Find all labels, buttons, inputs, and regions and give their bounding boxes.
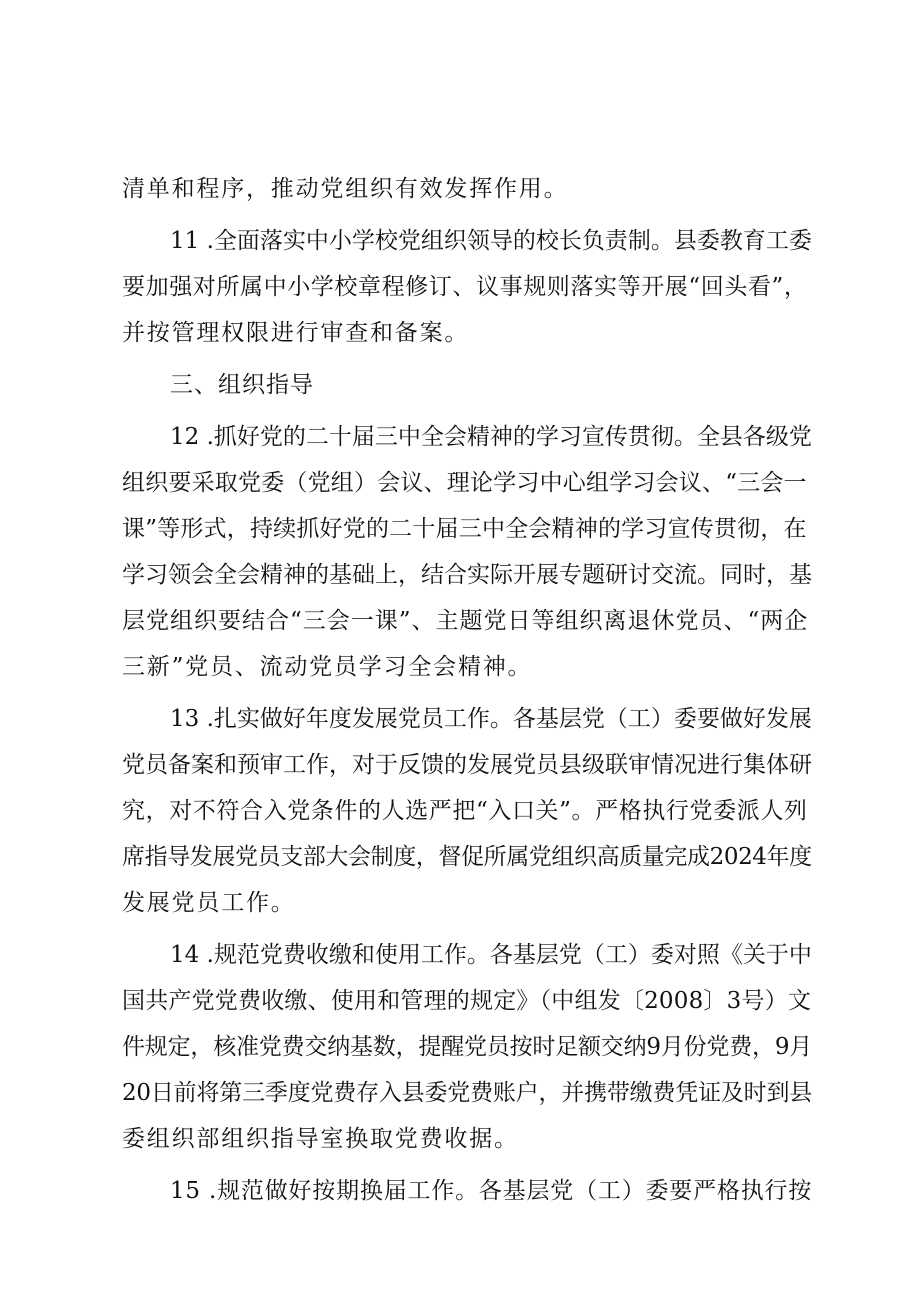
text-line: 课”等形式，持续抓好党的二十届三中全会精神的学习宣传贯彻，在 — [122, 516, 807, 542]
text-line: 国共产党党费收缴、使用和管理的规定》（中组发〔2008〕3号）文 — [122, 988, 812, 1014]
text-line: 14 .规范党费收缴和使用工作。各基层党（工）委对照《关于中 — [170, 942, 812, 968]
text-line: 党员备案和预审工作，对于反馈的发展党员县级联审情况进行集体研 — [122, 752, 812, 778]
section-heading: 三、组织指导 — [170, 372, 314, 398]
text-line: 件规定，核准党费交纳基数，提醒党员按时足额交纳9月份党费，9月 — [122, 1034, 813, 1060]
document-body — [122, 166, 812, 1220]
text-line: 发展党员工作。 — [122, 890, 296, 916]
paragraph-15 — [122, 1168, 812, 1214]
text-line: 组织要采取党委（党组）会议、理论学习中心组学习会议、“三会一 — [122, 470, 807, 496]
text-line: 20日前将第三季度党费存入县委党费账户，并携带缴费凭证及时到县 — [122, 1080, 813, 1106]
text-line: 究，对不符合入党条件的人选严把“入口关”。严格执行党委派人列 — [122, 798, 808, 824]
text-line: 三新”党员、流动党员学习全会精神。 — [122, 654, 533, 680]
text-line: 学习领会全会精神的基础上，结合实际开展专题研讨交流。同时，基 — [122, 562, 812, 588]
text-line: 要加强对所属中小学校章程修订、议事规则落实等开展“回头看”， — [122, 274, 808, 300]
text-line: 清单和程序，推动党组织有效发挥作用。 — [122, 176, 569, 202]
text-line: 12 .抓好党的二十届三中全会精神的学习宣传贯彻。全县各级党 — [170, 424, 812, 450]
text-line: 13 .扎实做好年度发展党员工作。各基层党（工）委要做好发展 — [170, 706, 812, 732]
text-line: 委组织部组织指导室换取党费收据。 — [122, 1126, 519, 1152]
paragraph-11 — [122, 218, 812, 356]
text-line: 层党组织要结合“三会一课”、主题党日等组织离退休党员、“两企 — [122, 608, 809, 634]
text-line: 并按管理权限进行审查和备案。 — [122, 320, 470, 346]
paragraph-10-tail — [122, 166, 812, 212]
text-line: 11 .全面落实中小学校党组织领导的校长负责制。县委教育工委 — [170, 228, 812, 254]
text-line: 15 .规范做好按期换届工作。各基层党（工）委要严格执行按 — [170, 1178, 813, 1204]
paragraph-14 — [122, 932, 812, 1162]
paragraph-12 — [122, 414, 812, 690]
text-line: 席指导发展党员支部大会制度，督促所属党组织高质量完成2024年度 — [122, 844, 812, 870]
paragraph-13 — [122, 696, 812, 926]
